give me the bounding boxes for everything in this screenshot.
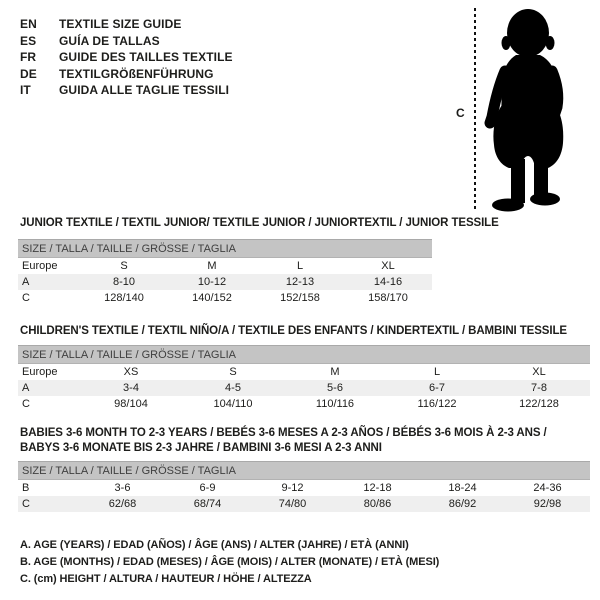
language-title-list	[20, 16, 233, 99]
footnote-a: A. AGE (YEARS) / EDAD (AÑOS) / ÂGE (ANS) / ALTER (JAHRE) / ETÀ (ANNI)	[20, 539, 409, 551]
row-cell: 3-6	[114, 482, 131, 494]
language-code: FR	[20, 50, 37, 64]
row-cell: M	[330, 366, 340, 378]
table-row	[18, 496, 590, 512]
row-cell: 18-24	[448, 482, 477, 494]
row-cell: 7-8	[488, 380, 590, 396]
row-cell: XL	[381, 260, 395, 272]
row-cell: 68/74	[165, 496, 250, 512]
row-cell: 3-4	[80, 380, 182, 396]
section-title-line1: BABIES 3-6 MONTH TO 2-3 YEARS / BEBÉS 3-6 MESES A 2-3 AÑOS / BÉBÉS 3-6 MOIS À 2-3 ANS /	[20, 427, 547, 439]
language-code: EN	[20, 17, 37, 31]
language-row-fr	[20, 49, 233, 66]
section-title-junior: JUNIOR TEXTILE / TEXTIL JUNIOR/ TEXTILE JUNIOR / JUNIORTEXTIL / JUNIOR TESSILE	[20, 217, 499, 229]
row-cell: XL	[532, 366, 546, 378]
row-cell: 5-6	[284, 380, 386, 396]
language-code: DE	[20, 66, 37, 81]
row-cell: L	[296, 260, 304, 272]
row-cell: 86/92	[420, 496, 505, 512]
language-row-it	[20, 82, 233, 99]
language-code: ES	[20, 33, 37, 48]
table-row	[18, 290, 432, 306]
row-cell: 158/170	[368, 292, 408, 304]
row-cell: 4-5	[182, 380, 284, 396]
row-cell: 98/104	[114, 398, 148, 410]
row-label: Europe	[22, 366, 58, 378]
row-label: C	[18, 496, 80, 512]
footnote-c: C. (cm) HEIGHT / ALTURA / HAUTEUR / HÖHE / ALTEZZA	[20, 573, 312, 585]
language-title: GUIDE DES TAILLES TEXTILE	[59, 50, 233, 64]
row-cell: 152/158	[280, 292, 320, 304]
section-title-line2: BABYS 3-6 MONATE BIS 2-3 JAHRE / BAMBINI 3-6 MESI A 2-3 ANNI	[20, 442, 382, 454]
row-cell: 10-12	[168, 274, 256, 290]
row-label: A	[18, 274, 80, 290]
language-title: GUIDA ALLE TAGLIE TESSILI	[59, 83, 230, 97]
row-cell: 80/86	[335, 496, 420, 512]
toddler-silhouette-icon	[482, 7, 574, 213]
table-row	[18, 380, 590, 396]
height-marker-label: C	[456, 106, 465, 120]
row-cell: 104/110	[213, 398, 253, 410]
row-label: C	[22, 398, 30, 410]
footnotes	[20, 537, 439, 588]
language-title: TEXTILGRÖßENFÜHRUNG	[59, 66, 214, 81]
row-cell: 122/128	[519, 398, 559, 410]
language-code: IT	[20, 83, 31, 97]
language-title: TEXTILE SIZE GUIDE	[59, 17, 182, 31]
row-cell: 140/152	[192, 292, 232, 304]
language-row-es	[20, 33, 233, 50]
section-title-children: CHILDREN'S TEXTILE / TEXTIL NIÑO/A / TEXTILE DES ENFANTS / KINDERTEXTIL / BAMBINI TESSILE	[20, 325, 567, 337]
row-cell: 14-16	[344, 274, 432, 290]
row-cell: 116/122	[417, 398, 457, 410]
table-row	[18, 274, 432, 290]
row-cell: 74/80	[250, 496, 335, 512]
row-cell: 24-36	[533, 482, 562, 494]
size-header-bar	[18, 240, 432, 258]
row-label: A	[18, 380, 80, 396]
row-cell: L	[433, 366, 441, 378]
table-row	[18, 258, 432, 275]
row-cell: 6-9	[199, 482, 216, 494]
row-cell: 6-7	[386, 380, 488, 396]
row-cell: 62/68	[80, 496, 165, 512]
language-title: GUÍA DE TALLAS	[59, 33, 160, 48]
row-cell: S	[120, 260, 128, 272]
row-cell: S	[229, 366, 237, 378]
table-row	[18, 364, 590, 381]
section-title-babies	[20, 426, 547, 456]
size-header-label: SIZE / TALLA / TAILLE / GRÖSSE / TAGLIA	[18, 346, 590, 364]
table-row	[18, 480, 590, 497]
size-header-bar	[18, 346, 590, 364]
row-cell: 128/140	[104, 292, 144, 304]
row-label: B	[22, 482, 30, 494]
language-row-de	[20, 66, 233, 83]
row-label: Europe	[22, 260, 58, 272]
language-row-en	[20, 16, 233, 33]
row-cell: M	[207, 260, 217, 272]
size-header-label: SIZE / TALLA / TAILLE / GRÖSSE / TAGLIA	[18, 240, 432, 258]
size-table-junior	[18, 239, 432, 306]
table-row	[18, 396, 590, 412]
size-table-babies	[18, 461, 590, 512]
row-cell: 12-18	[363, 482, 392, 494]
size-table-children	[18, 345, 590, 412]
row-cell: XS	[123, 366, 139, 378]
row-label: C	[22, 292, 30, 304]
height-dotted-line	[474, 8, 476, 212]
row-cell: 12-13	[256, 274, 344, 290]
row-cell: 110/116	[315, 398, 355, 410]
size-header-label: SIZE / TALLA / TAILLE / GRÖSSE / TAGLIA	[18, 462, 590, 480]
size-header-bar	[18, 462, 590, 480]
footnote-b: B. AGE (MONTHS) / EDAD (MESES) / ÂGE (MOIS) / ALTER (MONATE) / ETÀ (MESI)	[20, 556, 440, 568]
row-cell: 9-12	[281, 482, 304, 494]
row-cell: 92/98	[505, 496, 590, 512]
row-cell: 8-10	[80, 274, 168, 290]
